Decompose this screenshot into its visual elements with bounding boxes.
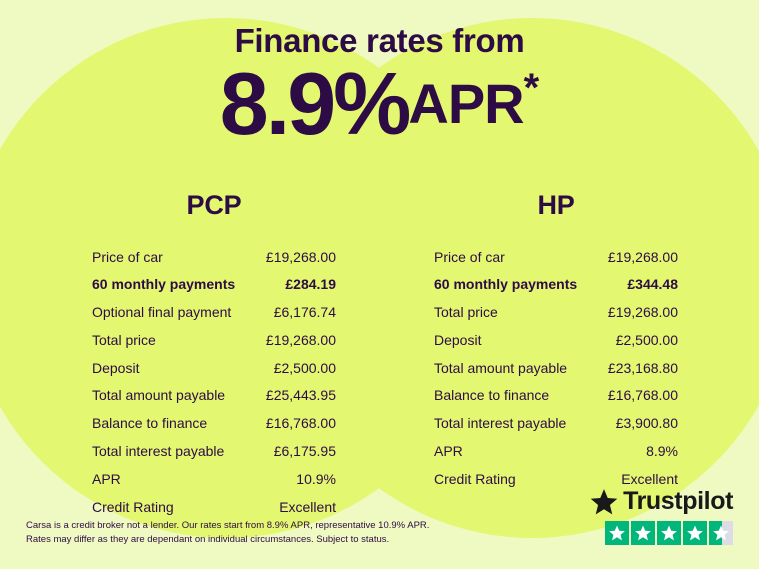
row-label: Balance to finance (434, 387, 550, 404)
row-label: 60 monthly payments (92, 276, 236, 293)
row-value: £3,900.80 (615, 415, 678, 432)
star-1 (605, 521, 629, 545)
headline-rate (0, 54, 759, 153)
row-value: £19,268.00 (265, 248, 336, 265)
row-value: £6,175.95 (273, 443, 336, 460)
row-label: Deposit (434, 331, 482, 348)
row-value: £2,500.00 (615, 331, 678, 348)
row-label: APR (92, 470, 121, 487)
table-row (420, 438, 692, 466)
row-label: Total price (434, 304, 498, 321)
table-row (78, 493, 350, 521)
row-label: Total amount payable (92, 387, 226, 404)
finance-table-hp (420, 190, 692, 493)
row-label: Total price (92, 331, 156, 348)
trustpilot-logo (590, 487, 733, 516)
row-label: Credit Rating (92, 498, 174, 515)
row-value: £19,268.00 (607, 304, 678, 321)
row-label: 60 monthly payments (434, 276, 578, 293)
row-label: Total interest payable (434, 415, 567, 432)
star-5-half (709, 521, 733, 545)
table-row (420, 410, 692, 438)
star-2 (631, 521, 655, 545)
asterisk-marker: * (523, 66, 540, 110)
row-value: £19,268.00 (607, 248, 678, 265)
row-value: Excellent (621, 470, 678, 487)
row-value: 10.9% (296, 470, 336, 487)
column-heading-pcp: PCP (186, 190, 242, 220)
table-row (420, 326, 692, 354)
trustpilot-rating (590, 487, 733, 545)
row-value: £284.19 (285, 276, 336, 293)
row-label: Balance to finance (92, 415, 208, 432)
headline-rate-number: 8.9% (219, 54, 409, 153)
table-row (78, 438, 350, 466)
trustpilot-stars (590, 521, 733, 545)
table-row (78, 465, 350, 493)
column-heading-hp: HP (537, 190, 575, 220)
page-title: Finance rates from (234, 22, 525, 59)
row-label: Price of car (434, 248, 505, 265)
row-label: Price of car (92, 248, 163, 265)
table-row (420, 354, 692, 382)
table-row (78, 410, 350, 438)
row-label: Total amount payable (434, 359, 568, 376)
row-label: Credit Rating (434, 470, 516, 487)
star-3 (657, 521, 681, 545)
row-label: Total interest payable (92, 443, 225, 460)
headline-rate-unit: APR (408, 72, 524, 135)
trustpilot-name: Trustpilot (623, 487, 733, 515)
star-4 (683, 521, 707, 545)
row-value: £25,443.95 (265, 387, 336, 404)
row-value: £6,176.74 (273, 304, 336, 321)
table-row (420, 243, 692, 271)
row-value: £19,268.00 (265, 331, 336, 348)
row-value: Excellent (279, 498, 336, 515)
table-row (78, 382, 350, 410)
table-row (420, 382, 692, 410)
table-row (78, 326, 350, 354)
row-label: Deposit (92, 359, 140, 376)
table-row (420, 299, 692, 327)
disclaimer-line-2: Rates may differ as they are dependant on individual circumstances. Subject to status. (26, 533, 390, 545)
row-value: £344.48 (627, 276, 678, 293)
table-row (78, 271, 350, 299)
table-row (78, 354, 350, 382)
row-value: £2,500.00 (273, 359, 336, 376)
disclaimer-line-1: Carsa is a credit broker not a lender. Our rates start from 8.9% APR, representative 10.9% APR. (26, 519, 430, 531)
finance-table-pcp (78, 190, 350, 521)
row-value: £23,168.80 (607, 359, 678, 376)
disclaimer-text (26, 519, 446, 548)
row-label: APR (434, 443, 463, 460)
row-label: Optional final payment (92, 304, 232, 321)
table-row (78, 299, 350, 327)
row-value: £16,768.00 (607, 387, 678, 404)
table-row (78, 243, 350, 271)
trustpilot-star-icon (590, 488, 618, 516)
row-value: 8.9% (646, 443, 678, 460)
row-value: £16,768.00 (265, 415, 336, 432)
table-row (420, 271, 692, 299)
